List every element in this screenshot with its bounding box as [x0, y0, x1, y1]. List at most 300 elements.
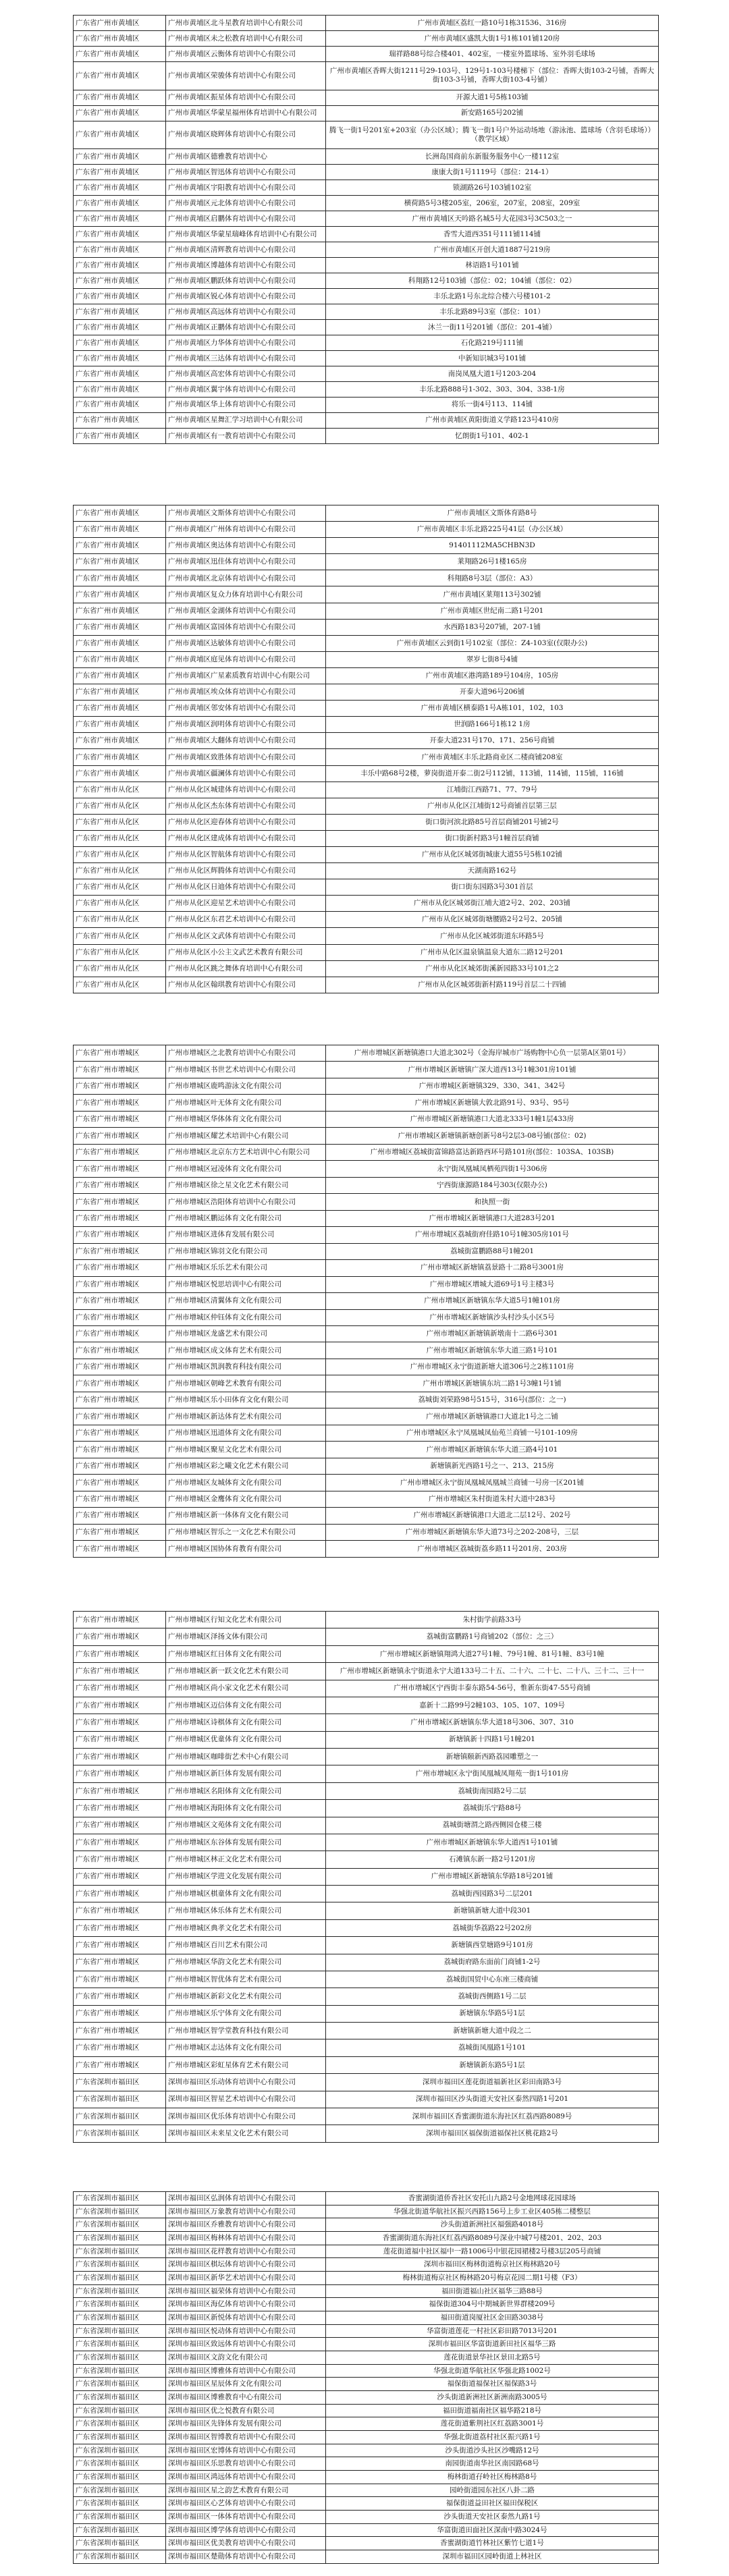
- address-cell: 新塘镇新塘大道中段301: [326, 1902, 659, 1919]
- institution-name-cell: 广州市增城区乐宁体育文化有限公司: [166, 2005, 326, 2022]
- address-cell: 广州市黄埔区世纪南二路1号201: [326, 603, 659, 619]
- table-row: [74, 814, 659, 830]
- institution-name-cell: 广州市增城区林正文化艺术有限公司: [166, 1851, 326, 1868]
- region-cell: 广东省广州市增城区: [74, 1524, 166, 1540]
- region-cell: 广东省广州市黄埔区: [74, 381, 166, 397]
- address-cell: 广州市黄埔区香晖大街1211号29-103号、129号1-103号楼梯下（部位：香晖大街103-2号铺，香晖大街103-3号铺，香晖大街103-4号铺）: [326, 61, 659, 90]
- table-row: [74, 335, 659, 350]
- region-cell: 广东省广州市从化区: [74, 944, 166, 960]
- region-cell: 广东省广州市增城区: [74, 1095, 166, 1111]
- region-cell: 广东省广州市增城区: [74, 1392, 166, 1408]
- institution-name-cell: 深圳市福田区乔雅教育培训中心有限公司: [166, 2218, 326, 2232]
- address-cell: 广州市黄埔区开创大道1887号219房: [326, 242, 659, 258]
- institution-name-cell: 广州市增城区悦思培训中心有限公司: [166, 1276, 326, 1292]
- table-row: [74, 1714, 659, 1731]
- institution-name-cell: 广州市从化区跳之舞体育培训中心有限公司: [166, 960, 326, 977]
- address-cell: 香蜜湖街道竹林社区紫竹七道1号: [326, 2537, 659, 2550]
- table-row: [74, 2471, 659, 2484]
- region-cell: 广东省广州市从化区: [74, 814, 166, 830]
- institution-name-cell: 广州市从化区杰东体育培训中心有限公司: [166, 798, 326, 814]
- table-row: [74, 2364, 659, 2378]
- institution-name-cell: 广州市增城区智学堂教育科技有限公司: [166, 2023, 326, 2039]
- table-row: [74, 1541, 659, 1558]
- region-cell: 广东省广州市增城区: [74, 2056, 166, 2073]
- table-row: [74, 2457, 659, 2471]
- institution-name-cell: 广州市黄埔区庭见体育培训中心有限公司: [166, 651, 326, 667]
- region-cell: 广东省广州市黄埔区: [74, 196, 166, 211]
- table-row: [74, 1392, 659, 1408]
- address-cell: 翠岁七街8号4铺: [326, 651, 659, 667]
- address-cell: 广州市增城区新塘镇东华大道5号1幢101房: [326, 1293, 659, 1309]
- table-row: [74, 2192, 659, 2205]
- region-cell: 广东省广州市增城区: [74, 2039, 166, 2056]
- table-row: [74, 1144, 659, 1160]
- table-row: [74, 397, 659, 412]
- table-row: [74, 258, 659, 273]
- address-cell: 福田街道福山社区福华三路88号: [326, 2284, 659, 2298]
- address-cell: 华强北街道华航社区华强北路1002号: [326, 2364, 659, 2378]
- address-cell: 荔城街南园路2号二层: [326, 1782, 659, 1799]
- address-cell: 腾飞一街1号201室+203室（办公区域）；腾飞一街1号户外运动场地（游泳池、篮球场（含羽毛球场））（教学区域）: [326, 121, 659, 149]
- institution-name-cell: 广州市增城区之北教育培训中心有限公司: [166, 1045, 326, 1062]
- region-cell: 广东省深圳市福田区: [74, 2284, 166, 2298]
- institution-name-cell: 广州市黄埔区智迅体育培训中心有限公司: [166, 165, 326, 180]
- table-row: [74, 273, 659, 289]
- institution-name-cell: 广州市黄埔区德雅教育培训中心: [166, 149, 326, 165]
- address-cell: 广州市增城区新塘镇港口大道北1号之二铺: [326, 1408, 659, 1425]
- institution-name-cell: 广州市黄埔区云衡体育培训中心有限公司: [166, 46, 326, 61]
- table-row: [74, 2284, 659, 2298]
- table-row: [74, 2391, 659, 2405]
- table-row: [74, 1194, 659, 1210]
- address-cell: 广州市黄埔区荔红一路10号1栋31536、316房: [326, 16, 659, 31]
- address-cell: 永宁街凤凰城凤栖苑四街1号306房: [326, 1161, 659, 1177]
- address-cell: 广州市增城区新塘镇港口大道北302号（金海岸城市广场购物中心负一层第A区第01号）: [326, 1045, 659, 1062]
- region-cell: 广东省深圳市福田区: [74, 2378, 166, 2391]
- region-cell: 广东省深圳市福田区: [74, 2484, 166, 2497]
- table-row: [74, 879, 659, 896]
- address-cell: 深圳市福田区沙头街道天安社区泰然四路1号201: [326, 2091, 659, 2108]
- institution-name-cell: 广州市增城区华体体育文化有限公司: [166, 1111, 326, 1127]
- table-row: [74, 1210, 659, 1226]
- table-row: [74, 846, 659, 862]
- institution-name-cell: 广州市从化区城建体育培训中心有限公司: [166, 782, 326, 798]
- institution-name-cell: 深圳市福田区弘润体育培训中心有限公司: [166, 2192, 326, 2205]
- institution-name-cell: 广州市增城区名阳体育文化有限公司: [166, 1782, 326, 1799]
- region-cell: 广东省广州市黄埔区: [74, 619, 166, 635]
- institution-name-cell: 深圳市福田区花样教育培训中心有限公司: [166, 2245, 326, 2258]
- region-cell: 广东省深圳市福田区: [74, 2404, 166, 2417]
- address-cell: 广州市黄埔区天吟路名城5号大花园3号3C503之一: [326, 211, 659, 227]
- table-row: [74, 586, 659, 603]
- table-row: [74, 1800, 659, 1817]
- table-row: [74, 1095, 659, 1111]
- institution-name-cell: 广州市从化区智航体育培训中心有限公司: [166, 846, 326, 862]
- institution-name-cell: 广州市从化区东君艺术培训中心有限公司: [166, 912, 326, 928]
- institution-name-cell: 深圳市福田区优美教育培训中心有限公司: [166, 2537, 326, 2550]
- address-cell: 香雪大道西351号111铺114铺: [326, 227, 659, 242]
- address-cell: 莲花街道福中社区福中一路1006号中银花园裙楼2号楼3层205号商铺: [326, 2245, 659, 2258]
- region-cell: 广东省广州市增城区: [74, 1342, 166, 1359]
- table-row: [74, 2205, 659, 2218]
- region-cell: 广东省深圳市福田区: [74, 2444, 166, 2457]
- institution-name-cell: 广州市黄埔区华蒙星瑞峰体育培训中心有限公司: [166, 227, 326, 242]
- region-cell: 广东省深圳市福田区: [74, 2471, 166, 2484]
- region-cell: 广东省深圳市福田区: [74, 2218, 166, 2232]
- institution-name-cell: 广州市从化区日迪体育培训中心有限公司: [166, 879, 326, 896]
- address-cell: 长洲岛国商前东新服务服务中心一楼112室: [326, 149, 659, 165]
- address-cell: 广州市增城区朱村街道朱村大道中283号: [326, 1491, 659, 1507]
- table-row: [74, 896, 659, 912]
- table-row: [74, 944, 659, 960]
- region-cell: 广东省广州市黄埔区: [74, 651, 166, 667]
- table-row: [74, 2272, 659, 2285]
- table-row: [74, 1782, 659, 1799]
- address-cell: 沙头街道沙头社区沙嘴路12号: [326, 2444, 659, 2457]
- table-row: [74, 1078, 659, 1094]
- address-cell: 福田街道岗厦社区金田路3038号: [326, 2311, 659, 2325]
- region-cell: 广东省深圳市福田区: [74, 2125, 166, 2143]
- address-cell: 新塘镇新东路5号1层: [326, 2056, 659, 2073]
- institution-name-cell: 广州市增城区典孝文化艺术有限公司: [166, 1919, 326, 1936]
- table-row: [74, 319, 659, 335]
- region-cell: 广东省广州市增城区: [74, 1309, 166, 1325]
- region-cell: 广东省广州市黄埔区: [74, 105, 166, 121]
- table-row: [74, 863, 659, 879]
- table-row: [74, 619, 659, 635]
- address-cell: 江埔街江西路71、77、79号: [326, 782, 659, 798]
- institution-name-cell: 广州市增城区仲钰体育文化有限公司: [166, 1309, 326, 1325]
- institution-name-cell: 广州市黄埔区复众力体育培训中心有限公司: [166, 586, 326, 603]
- table-row: [74, 196, 659, 211]
- address-cell: 丰乐北路888号1-302、303、304、338-1房: [326, 381, 659, 397]
- address-cell: 深圳市福田区香蜜湖街道东海社区红荔西路8089号: [326, 2108, 659, 2125]
- address-cell: 福保街道益田社区福田保税区: [326, 2497, 659, 2511]
- table-row: [74, 1697, 659, 1714]
- table-row: [74, 242, 659, 258]
- address-cell: 荔城街华荔路22号202房: [326, 1919, 659, 1936]
- table-row: [74, 121, 659, 149]
- address-cell: 新塘镇东华路5号1层: [326, 2005, 659, 2022]
- institution-name-cell: 深圳市福田区未来星文化艺术有限公司: [166, 2125, 326, 2143]
- region-cell: 广东省广州市增城区: [74, 1425, 166, 1441]
- institution-name-cell: 深圳市福田区宏博体育培训中心有限公司: [166, 2444, 326, 2457]
- table-row: [74, 350, 659, 366]
- institution-name-cell: 广州市增城区尚小家文化艺术有限公司: [166, 1680, 326, 1697]
- institution-name-cell: 广州市黄埔区北京体育培训中心有限公司: [166, 570, 326, 586]
- institution-name-cell: 广州市增城区叶无体育文化有限公司: [166, 1095, 326, 1111]
- table-row: [74, 2511, 659, 2524]
- address-cell: 荔城街刘荣路98号515号，316号(部位：之一): [326, 1392, 659, 1408]
- institution-name-cell: 广州市黄埔区奥达体育培训中心有限公司: [166, 538, 326, 554]
- institution-name-cell: 广州市增城区体乐体育艺术有限公司: [166, 1902, 326, 1919]
- region-cell: 广东省广州市黄埔区: [74, 227, 166, 242]
- region-cell: 广东省深圳市福田区: [74, 2431, 166, 2444]
- address-cell: 将乐一街4号113、114铺: [326, 397, 659, 412]
- address-cell: 广州市增城区永宁街凤凰城凤凰城兰商铺一号房一区201铺: [326, 1475, 659, 1491]
- institution-name-cell: 广州市增城区新巨体育发展有限公司: [166, 1765, 326, 1782]
- institution-name-cell: 广州市增城区金鹰体育文化有限公司: [166, 1491, 326, 1507]
- table-row: [74, 651, 659, 667]
- address-cell: 广州市黄埔区丰乐北路225号41层（办公区域）: [326, 522, 659, 538]
- region-cell: 广东省广州市从化区: [74, 896, 166, 912]
- region-cell: 广东省广州市黄埔区: [74, 258, 166, 273]
- table-row: [74, 1731, 659, 1748]
- table-row: [74, 16, 659, 31]
- table-row: [74, 522, 659, 538]
- table-row: [74, 1645, 659, 1662]
- region-cell: 广东省广州市增城区: [74, 1541, 166, 1558]
- institution-name-cell: 广州市黄埔区广州体育培训中心有限公司: [166, 522, 326, 538]
- region-cell: 广东省深圳市福田区: [74, 2497, 166, 2511]
- address-cell: 福田街道福南社区福华路218号: [326, 2404, 659, 2417]
- region-cell: 广东省广州市增城区: [74, 1919, 166, 1936]
- address-cell: 锁湖路26号103铺102室: [326, 180, 659, 196]
- institution-name-cell: 广州市增城区新一体体育文化有限公司: [166, 1508, 326, 1524]
- institution-name-cell: 广州市增城区新彩文化艺术有限公司: [166, 1988, 326, 2005]
- address-cell: 忆朗街1号101、402-1: [326, 428, 659, 443]
- address-cell: 街口街新村路3号1幢首层商铺: [326, 830, 659, 846]
- address-cell: 广州市增城区新塘镇广深大道西13号1幢301房101铺: [326, 1062, 659, 1078]
- address-cell: 深圳市福田区华富街道新田社区福华三路: [326, 2338, 659, 2351]
- table-row: [74, 2523, 659, 2537]
- institution-name-cell: 广州市黄埔区邻安体育培训中心有限公司: [166, 701, 326, 717]
- region-cell: 广东省广州市增城区: [74, 1902, 166, 1919]
- table-row: [74, 1045, 659, 1062]
- region-cell: 广东省广州市增城区: [74, 1971, 166, 1988]
- table-row: [74, 1971, 659, 1988]
- region-cell: 广东省深圳市福田区: [74, 2091, 166, 2108]
- table-row: [74, 165, 659, 180]
- region-cell: 广东省深圳市福田区: [74, 2511, 166, 2524]
- table-row: [74, 2232, 659, 2245]
- address-cell: 荔城街塘渭之路西侧园仓楼三楼: [326, 1817, 659, 1834]
- institution-name-cell: 广州市增城区进体育发展有限公司: [166, 1227, 326, 1243]
- address-cell: 嘉新十二路99号2幢103、105、107、109号: [326, 1697, 659, 1714]
- table-row: [74, 701, 659, 717]
- address-cell: 石滩镇东新一路2号1201房: [326, 1851, 659, 1868]
- institution-name-cell: 广州市增城区海阳体育文化有限公司: [166, 1800, 326, 1817]
- address-cell: 开泰大道96号206铺: [326, 684, 659, 701]
- institution-name-cell: 广州市增城区彩之曦文化艺术有限公司: [166, 1458, 326, 1474]
- table-row: [74, 1851, 659, 1868]
- address-cell: 广州市增城区永宁街凤凰城凤翔苑一街1号101房: [326, 1765, 659, 1782]
- address-cell: 莱翔路26号1楼165房: [326, 554, 659, 570]
- institution-name-cell: 深圳市福田区新悦体育培训中心有限公司: [166, 2311, 326, 2325]
- address-cell: 深圳市福田区园岭街道上林社区: [326, 2550, 659, 2564]
- institution-name-cell: 广州市黄埔区埃众体育培训中心有限公司: [166, 684, 326, 701]
- region-cell: 广东省广州市黄埔区: [74, 749, 166, 765]
- region-cell: 广东省广州市增城区: [74, 1645, 166, 1662]
- address-cell: 香蜜湖街道东海社区红荔西路8089号深业中城7号楼201、202、203: [326, 2232, 659, 2245]
- region-cell: 广东省广州市黄埔区: [74, 121, 166, 149]
- institution-name-cell: 广州市从化区小公主文武艺术教育有限公司: [166, 944, 326, 960]
- institution-name-cell: 深圳市福田区海亿体育培训中心有限公司: [166, 2298, 326, 2311]
- region-cell: 广东省广州市增城区: [74, 2005, 166, 2022]
- address-cell: 华强北街道华航社区振兴西路156号上步工业区405栋二楼整层: [326, 2205, 659, 2218]
- table-row: [74, 1919, 659, 1936]
- institution-name-cell: 深圳市福田区梅林体育培训中心有限公司: [166, 2232, 326, 2245]
- region-cell: 广东省深圳市福田区: [74, 2245, 166, 2258]
- institution-name-cell: 深圳市福田区新华艺术培训中心有限公司: [166, 2272, 326, 2285]
- region-cell: 广东省广州市黄埔区: [74, 304, 166, 319]
- table-row: [74, 1425, 659, 1441]
- registry-table: [73, 1611, 659, 2143]
- table-row: [74, 798, 659, 814]
- address-cell: 广州市增城区新塘镇翔鸿大道27号1幢、79号1幢、81号1幢、83号1幢: [326, 1645, 659, 1662]
- region-cell: 广东省广州市从化区: [74, 912, 166, 928]
- address-cell: 广州市增城区新塘镇港口大道北333号1幢1层433房: [326, 1111, 659, 1127]
- institution-name-cell: 广州市增城区咖啡街艺术中心有限公司: [166, 1749, 326, 1765]
- region-cell: 广东省广州市黄埔区: [74, 603, 166, 619]
- table-row: [74, 603, 659, 619]
- address-cell: 石化路219号111铺: [326, 335, 659, 350]
- address-cell: 广州市增城区新塘镇大敦北路91号、93号、95号: [326, 1095, 659, 1111]
- address-cell: 科翔路12号103铺（部位：02；104铺（部位：02）: [326, 273, 659, 289]
- address-cell: 新塘镇新十四路1号1幢201: [326, 1731, 659, 1748]
- address-cell: 新塘镇西堂塘路9号101房: [326, 1937, 659, 1954]
- address-cell: 广州市增城区新塘镇东华大道三路4号101: [326, 1442, 659, 1458]
- address-cell: 世润路166号1栋12 1房: [326, 717, 659, 733]
- institution-name-cell: 广州市黄埔区北斗星教育培训中心有限公司: [166, 16, 326, 31]
- region-cell: 广东省广州市从化区: [74, 863, 166, 879]
- table-row: [74, 1612, 659, 1628]
- address-cell: 开源大道1号5栋103铺: [326, 90, 659, 105]
- region-cell: 广东省广州市黄埔区: [74, 397, 166, 412]
- region-cell: 广东省广州市黄埔区: [74, 428, 166, 443]
- region-cell: 广东省广州市黄埔区: [74, 586, 166, 603]
- institution-name-cell: 广州市黄埔区元北体育培训中心有限公司: [166, 196, 326, 211]
- institution-name-cell: 广州市增城区新达体育艺术有限公司: [166, 1408, 326, 1425]
- table-row: [74, 2351, 659, 2365]
- institution-name-cell: 广州市增城区聚星文化艺术有限公司: [166, 1442, 326, 1458]
- table-row: [74, 304, 659, 319]
- region-cell: 广东省广州市增城区: [74, 1491, 166, 1507]
- region-cell: 广东省广州市黄埔区: [74, 165, 166, 180]
- institution-name-cell: 广州市增城区锦羽文化有限公司: [166, 1243, 326, 1259]
- table-row: [74, 765, 659, 782]
- region-cell: 广东省广州市增城区: [74, 1954, 166, 1971]
- institution-name-cell: 广州市黄埔区致胜体育培训中心有限公司: [166, 749, 326, 765]
- table-row: [74, 1628, 659, 1645]
- address-cell: 广州市增城区新塘镇东坑二路1号3幢1号1铺: [326, 1375, 659, 1392]
- region-cell: 广东省广州市增城区: [74, 1359, 166, 1375]
- table-row: [74, 2039, 659, 2056]
- institution-name-cell: 广州市黄埔区振星体育培训中心有限公司: [166, 90, 326, 105]
- address-cell: 91401112MA5CHBN3D: [326, 538, 659, 554]
- region-cell: 广东省广州市黄埔区: [74, 16, 166, 31]
- address-cell: 新安路165号202铺: [326, 105, 659, 121]
- institution-name-cell: 广州市黄埔区高远体育培训中心有限公司: [166, 304, 326, 319]
- address-cell: 广州市黄埔区黄阳街道义学路123号410房: [326, 412, 659, 428]
- table-row: [74, 2074, 659, 2091]
- institution-name-cell: 广州市增城区文苑体育文化有限公司: [166, 1817, 326, 1834]
- address-cell: 广州市增城区新塘镇东华大道73号之202-208号，三层: [326, 1524, 659, 1540]
- table-row: [74, 1062, 659, 1078]
- table-row: [74, 289, 659, 304]
- address-cell: 广州市从化区江埔街12号商铺首层第三层: [326, 798, 659, 814]
- region-cell: 广东省广州市增城区: [74, 1749, 166, 1765]
- table-row: [74, 180, 659, 196]
- table-row: [74, 1902, 659, 1919]
- region-cell: 广东省广州市增城区: [74, 1817, 166, 1834]
- institution-name-cell: 广州市黄埔区疆澜体育培训中心有限公司: [166, 765, 326, 782]
- table-row: [74, 2218, 659, 2232]
- address-cell: 广州市从化区温泉镇温泉大道东二路12号201: [326, 944, 659, 960]
- institution-name-cell: 广州市黄埔区有一教育培训中心有限公司: [166, 428, 326, 443]
- table-row: [74, 2245, 659, 2258]
- table-row: [74, 2550, 659, 2564]
- address-cell: 南岗凤凰大道1号1203-204: [326, 366, 659, 381]
- institution-name-cell: 广州市黄埔区文斯体育培训中心有限公司: [166, 505, 326, 522]
- table-row: [74, 570, 659, 586]
- institution-name-cell: 广州市从化区辉腾体育培训中心有限公司: [166, 863, 326, 879]
- region-cell: 广东省广州市黄埔区: [74, 319, 166, 335]
- address-cell: 沙头街道天安社区泰然九路1号: [326, 2511, 659, 2524]
- region-cell: 广东省广州市增城区: [74, 1834, 166, 1851]
- address-cell: 广州市增城区新塘镇荔景路十二路8号3001房: [326, 1260, 659, 1276]
- region-cell: 广东省深圳市福田区: [74, 2351, 166, 2365]
- institution-name-cell: 深圳市福田区棋坛体育培训中心有限公司: [166, 2258, 326, 2272]
- address-cell: 广州市从化区城郊街江埔大道2号2、202、203铺: [326, 896, 659, 912]
- address-cell: 沙头街道新洲社区新洲南路3005号: [326, 2391, 659, 2405]
- table-row: [74, 2091, 659, 2108]
- region-cell: 广东省广州市黄埔区: [74, 30, 166, 46]
- institution-name-cell: 广州市增城区龙盛艺术有限公司: [166, 1325, 326, 1342]
- address-cell: 中新知识城3号101铺: [326, 350, 659, 366]
- table-row: [74, 2298, 659, 2311]
- table-row: [74, 2056, 659, 2073]
- region-cell: 广东省广州市增城区: [74, 1765, 166, 1782]
- institution-name-cell: 广州市增城区百川艺术有限公司: [166, 1937, 326, 1954]
- region-cell: 广东省深圳市福田区: [74, 2523, 166, 2537]
- address-cell: 广州市从化区城郊街新村路119号首层二十四铺: [326, 977, 659, 993]
- address-cell: 荔城街乐宁路88号: [326, 1800, 659, 1817]
- institution-name-cell: 广州市黄埔区富园体育培训中心有限公司: [166, 619, 326, 635]
- address-cell: 瑞祥路88号综合楼401、402室，一楼室外篮球场、室外羽毛球场: [326, 46, 659, 61]
- institution-name-cell: 广州市黄埔区启鹏体育培训中心有限公司: [166, 211, 326, 227]
- institution-name-cell: 广州市黄埔区清辉教育培训中心有限公司: [166, 242, 326, 258]
- region-cell: 广东省广州市增城区: [74, 1293, 166, 1309]
- region-cell: 广东省广州市黄埔区: [74, 522, 166, 538]
- address-cell: 广州市增城区新塘镇新塘创新号8号2层3-08号铺(部位：02): [326, 1128, 659, 1144]
- region-cell: 广东省广州市黄埔区: [74, 570, 166, 586]
- region-cell: 广东省广州市黄埔区: [74, 701, 166, 717]
- institution-name-cell: 广州市黄埔区达敏体育培训中心有限公司: [166, 635, 326, 651]
- region-cell: 广东省广州市黄埔区: [74, 717, 166, 733]
- region-cell: 广东省广州市增城区: [74, 1325, 166, 1342]
- region-cell: 广东省深圳市福田区: [74, 2258, 166, 2272]
- region-cell: 广东省广州市黄埔区: [74, 90, 166, 105]
- table-row: [74, 1111, 659, 1127]
- institution-name-cell: 广州市黄埔区力华体育培训中心有限公司: [166, 335, 326, 350]
- region-cell: 广东省广州市增城区: [74, 1194, 166, 1210]
- region-cell: 广东省深圳市福田区: [74, 2457, 166, 2471]
- institution-name-cell: 广州市增城区鹿鸣游泳文化有限公司: [166, 1078, 326, 1094]
- institution-name-cell: 广州市增城区耀艺术培训中心有限公司: [166, 1128, 326, 1144]
- institution-name-cell: 广州市黄埔区广星素质教育培训中心有限公司: [166, 667, 326, 684]
- region-cell: 广东省广州市黄埔区: [74, 635, 166, 651]
- address-cell: 和执照一街: [326, 1194, 659, 1210]
- table-row: [74, 1491, 659, 1507]
- region-cell: 广东省广州市从化区: [74, 879, 166, 896]
- region-cell: 广东省深圳市福田区: [74, 2311, 166, 2325]
- institution-name-cell: 广州市增城区成文体育艺术有限公司: [166, 1342, 326, 1359]
- institution-name-cell: 广州市黄埔区迅佳体育培训中心有限公司: [166, 554, 326, 570]
- table-row: [74, 1663, 659, 1680]
- address-cell: 荔城街国贸中心东座三楼商铺: [326, 1971, 659, 1988]
- table-row: [74, 2108, 659, 2125]
